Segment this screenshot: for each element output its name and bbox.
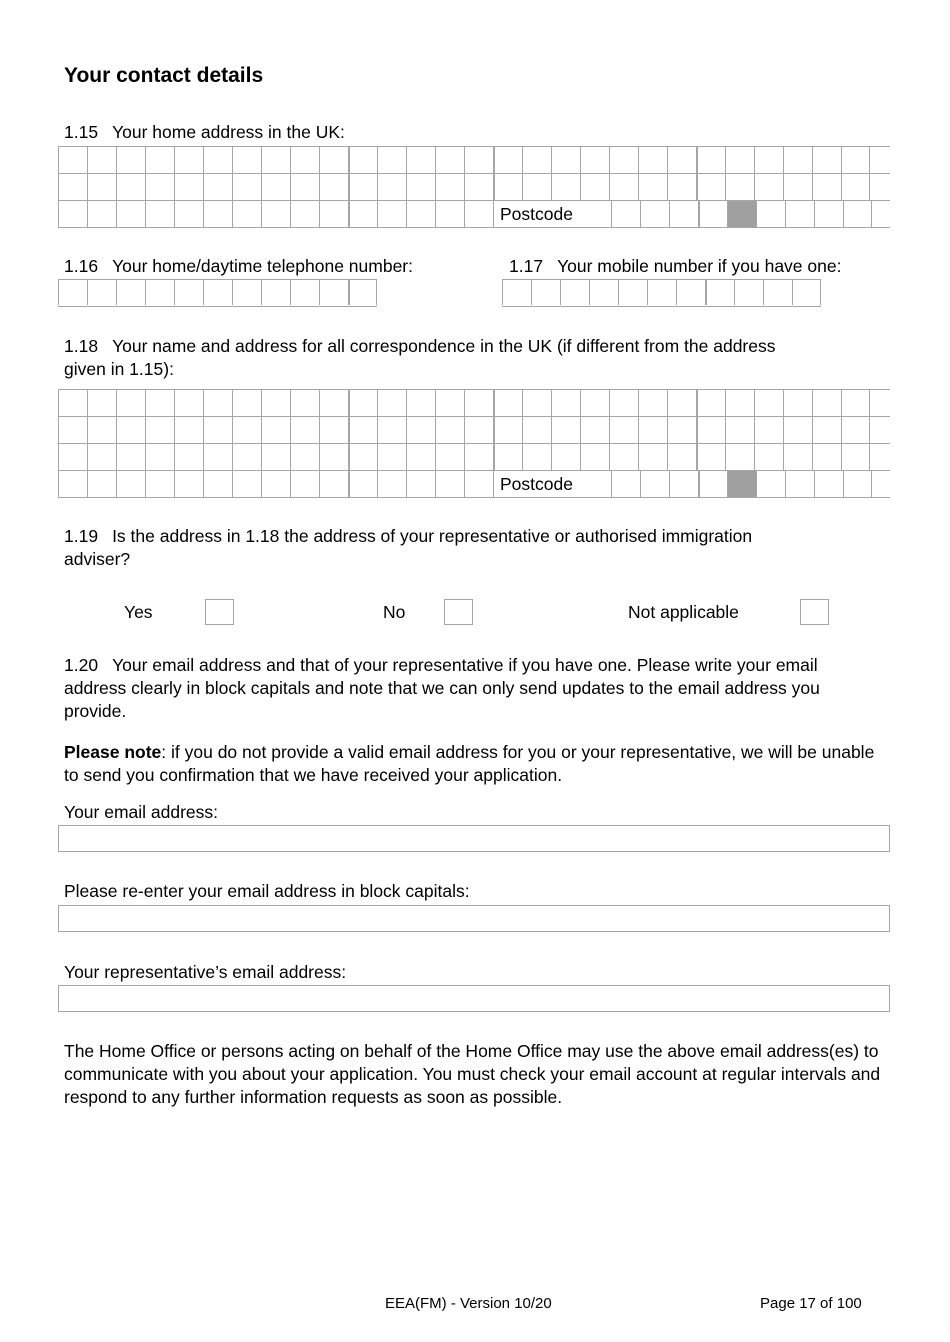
grid-cell[interactable] bbox=[785, 471, 814, 497]
grid-cell[interactable] bbox=[696, 174, 725, 200]
grid-cell[interactable] bbox=[792, 280, 821, 305]
please-note bbox=[64, 741, 879, 787]
grid-cell[interactable] bbox=[754, 174, 783, 200]
grid-cell[interactable] bbox=[87, 147, 116, 173]
grid-row bbox=[58, 389, 890, 416]
grid-cell[interactable] bbox=[261, 390, 290, 416]
grid-cell[interactable] bbox=[669, 201, 698, 227]
disclaimer: The Home Office or persons acting on behalf of the Home Office may use the above email address(es) to communicate with you about your application. You must check your email account at regular intervals and respond to any further information requests as soon as possible. bbox=[64, 1041, 881, 1107]
grid-cell[interactable] bbox=[580, 417, 609, 443]
grid-cell[interactable] bbox=[551, 444, 580, 470]
footer-page-number: Page 17 of 100 bbox=[760, 1295, 862, 1312]
grid-cell[interactable] bbox=[145, 444, 174, 470]
grid-cell[interactable] bbox=[464, 147, 493, 173]
grid-cell[interactable] bbox=[696, 444, 725, 470]
grid-cell[interactable] bbox=[261, 201, 290, 227]
grid-cell[interactable] bbox=[698, 471, 727, 497]
grid-cell[interactable] bbox=[676, 280, 705, 305]
grid-cell[interactable] bbox=[203, 174, 232, 200]
grid-cell[interactable] bbox=[843, 201, 872, 227]
option-no-checkbox[interactable] bbox=[444, 599, 473, 625]
grid-cell[interactable] bbox=[116, 201, 145, 227]
grid-cell[interactable] bbox=[696, 417, 725, 443]
telephone-number-grid[interactable] bbox=[58, 279, 377, 307]
grid-cell[interactable] bbox=[232, 417, 261, 443]
footer-form-version: EEA(FM) - Version 10/20 bbox=[385, 1295, 552, 1312]
grid-cell[interactable] bbox=[377, 174, 406, 200]
grid-cell[interactable] bbox=[58, 147, 87, 173]
grid-cell[interactable] bbox=[667, 390, 696, 416]
grid-cell[interactable] bbox=[609, 147, 638, 173]
q119-text-line1: Is the address in 1.18 the address of your representative or authorised immigration bbox=[112, 526, 753, 546]
grid-cell[interactable] bbox=[290, 280, 319, 305]
grid-cell[interactable] bbox=[669, 471, 698, 497]
grid-cell[interactable] bbox=[290, 471, 319, 497]
q118-number: 1.18 bbox=[64, 336, 99, 356]
correspondence-address-grid[interactable] bbox=[58, 389, 890, 498]
grid-cell[interactable] bbox=[611, 201, 640, 227]
grid-cell[interactable] bbox=[145, 417, 174, 443]
grid-cell[interactable] bbox=[493, 417, 522, 443]
grid-cell[interactable] bbox=[145, 201, 174, 227]
grid-cell[interactable] bbox=[618, 280, 647, 305]
q120-text: Your email address and that of your representative if you have one. Please write your email address clearly in block capitals and note that we can only send updates to the email address you provide. bbox=[64, 655, 820, 721]
q116-text: Your home/daytime telephone number: bbox=[112, 256, 413, 276]
grid-cell[interactable] bbox=[638, 390, 667, 416]
q118-text-line1: Your name and address for all correspondence in the UK (if different from the address bbox=[112, 336, 776, 356]
grid-cell[interactable] bbox=[87, 444, 116, 470]
grid-cell[interactable] bbox=[580, 390, 609, 416]
q117-label bbox=[509, 255, 841, 278]
grid-cell[interactable] bbox=[174, 174, 203, 200]
grid-cell[interactable] bbox=[560, 280, 589, 305]
grid-cell[interactable] bbox=[232, 201, 261, 227]
grid-cell[interactable] bbox=[116, 280, 145, 305]
grid-cell[interactable] bbox=[261, 417, 290, 443]
grid-cell[interactable] bbox=[841, 444, 870, 470]
grid-cell[interactable] bbox=[785, 201, 814, 227]
grid-cell[interactable] bbox=[174, 390, 203, 416]
grid-cell[interactable] bbox=[812, 444, 841, 470]
grid-cell[interactable] bbox=[348, 444, 377, 470]
grid-cell[interactable] bbox=[814, 201, 843, 227]
postcode-label: Postcode bbox=[493, 471, 611, 497]
grid-cell[interactable] bbox=[812, 390, 841, 416]
grid-cell[interactable] bbox=[783, 444, 812, 470]
grid-cell[interactable] bbox=[754, 444, 783, 470]
grid-cell[interactable] bbox=[783, 417, 812, 443]
grid-cell[interactable] bbox=[348, 147, 377, 173]
grid-cell[interactable] bbox=[783, 147, 812, 173]
grid-cell[interactable] bbox=[812, 147, 841, 173]
grid-cell[interactable] bbox=[87, 390, 116, 416]
grid-cell[interactable] bbox=[609, 417, 638, 443]
grid-cell[interactable] bbox=[290, 201, 319, 227]
grid-cell[interactable] bbox=[609, 444, 638, 470]
grid-cell[interactable] bbox=[232, 147, 261, 173]
grid-cell[interactable] bbox=[696, 390, 725, 416]
q119-number: 1.19 bbox=[64, 526, 99, 546]
grid-cell[interactable] bbox=[754, 147, 783, 173]
grid-cell[interactable] bbox=[116, 147, 145, 173]
q120-number: 1.20 bbox=[64, 655, 99, 675]
grid-cell[interactable] bbox=[406, 201, 435, 227]
grid-cell[interactable] bbox=[232, 390, 261, 416]
grid-cell[interactable] bbox=[319, 471, 348, 497]
rep-email-input[interactable] bbox=[58, 985, 890, 1012]
grid-cell[interactable] bbox=[348, 390, 377, 416]
grid-cell[interactable] bbox=[727, 471, 756, 497]
grid-cell[interactable] bbox=[435, 174, 464, 200]
grid-cell[interactable] bbox=[203, 147, 232, 173]
grid-cell[interactable] bbox=[493, 390, 522, 416]
grid-cell[interactable] bbox=[551, 147, 580, 173]
grid-cell[interactable] bbox=[145, 174, 174, 200]
q115-number: 1.15 bbox=[64, 122, 99, 142]
grid-cell[interactable] bbox=[522, 417, 551, 443]
grid-cell[interactable] bbox=[58, 417, 87, 443]
grid-cell[interactable] bbox=[841, 390, 870, 416]
grid-cell[interactable] bbox=[522, 444, 551, 470]
grid-cell[interactable] bbox=[348, 471, 377, 497]
grid-row bbox=[58, 173, 890, 200]
q116-number: 1.16 bbox=[64, 256, 99, 276]
grid-cell[interactable] bbox=[734, 280, 763, 305]
grid-cell[interactable] bbox=[754, 417, 783, 443]
grid-cell[interactable] bbox=[348, 174, 377, 200]
grid-cell[interactable] bbox=[58, 471, 87, 497]
grid-cell[interactable] bbox=[435, 471, 464, 497]
grid-cell[interactable] bbox=[58, 280, 87, 305]
grid-cell[interactable] bbox=[348, 201, 377, 227]
mobile-number-grid[interactable] bbox=[502, 279, 821, 307]
home-address-grid[interactable] bbox=[58, 146, 890, 228]
grid-cell[interactable] bbox=[174, 417, 203, 443]
q115-text: Your home address in the UK: bbox=[112, 122, 345, 142]
grid-cell[interactable] bbox=[348, 280, 377, 305]
grid-cell[interactable] bbox=[435, 417, 464, 443]
grid-cell[interactable] bbox=[493, 444, 522, 470]
grid-cell[interactable] bbox=[319, 444, 348, 470]
grid-cell[interactable] bbox=[87, 201, 116, 227]
grid-cell[interactable] bbox=[87, 471, 116, 497]
grid-cell[interactable] bbox=[377, 417, 406, 443]
postcode-label: Postcode bbox=[493, 201, 611, 227]
q115-label bbox=[64, 121, 345, 144]
grid-cell[interactable] bbox=[87, 417, 116, 443]
grid-cell[interactable] bbox=[756, 471, 785, 497]
grid-cell[interactable] bbox=[638, 444, 667, 470]
grid-row bbox=[58, 470, 890, 498]
grid-cell[interactable] bbox=[406, 417, 435, 443]
grid-cell[interactable] bbox=[551, 390, 580, 416]
grid-cell[interactable] bbox=[725, 147, 754, 173]
q119-label bbox=[64, 525, 894, 571]
q120-label bbox=[64, 654, 879, 723]
grid-row bbox=[58, 443, 890, 470]
q117-number: 1.17 bbox=[509, 256, 544, 276]
grid-cell[interactable] bbox=[145, 471, 174, 497]
option-yes-checkbox[interactable] bbox=[205, 599, 234, 625]
grid-cell[interactable] bbox=[406, 147, 435, 173]
grid-cell[interactable] bbox=[551, 417, 580, 443]
grid-cell[interactable] bbox=[580, 444, 609, 470]
grid-cell[interactable] bbox=[725, 174, 754, 200]
grid-cell[interactable] bbox=[232, 471, 261, 497]
grid-cell[interactable] bbox=[406, 174, 435, 200]
grid-cell[interactable] bbox=[647, 280, 676, 305]
grid-cell[interactable] bbox=[763, 280, 792, 305]
please-note-text: : if you do not provide a valid email address for you or your representative, we will be unable to send you confirmation that we have received your application. bbox=[64, 742, 875, 785]
grid-cell[interactable] bbox=[116, 471, 145, 497]
grid-cell[interactable] bbox=[203, 201, 232, 227]
grid-cell[interactable] bbox=[522, 147, 551, 173]
email-reenter-input[interactable] bbox=[58, 905, 890, 932]
grid-cell[interactable] bbox=[377, 147, 406, 173]
grid-cell[interactable] bbox=[435, 147, 464, 173]
grid-cell[interactable] bbox=[319, 390, 348, 416]
grid-cell[interactable] bbox=[203, 280, 232, 305]
grid-cell[interactable] bbox=[406, 444, 435, 470]
grid-cell[interactable] bbox=[464, 390, 493, 416]
grid-cell[interactable] bbox=[232, 444, 261, 470]
grid-row bbox=[58, 146, 890, 173]
email-input[interactable] bbox=[58, 825, 890, 852]
grid-cell[interactable] bbox=[406, 471, 435, 497]
grid-cell[interactable] bbox=[174, 444, 203, 470]
grid-cell[interactable] bbox=[58, 444, 87, 470]
section-title: Your contact details bbox=[64, 64, 264, 87]
grid-cell[interactable] bbox=[756, 201, 785, 227]
grid-cell[interactable] bbox=[698, 201, 727, 227]
grid-cell[interactable] bbox=[640, 471, 669, 497]
grid-cell[interactable] bbox=[319, 201, 348, 227]
grid-cell[interactable] bbox=[843, 471, 872, 497]
rep-email-label: Your representative’s email address: bbox=[64, 962, 347, 982]
option-not-applicable-label: Not applicable bbox=[628, 602, 739, 622]
grid-cell[interactable] bbox=[174, 280, 203, 305]
q119-text-line2: adviser? bbox=[64, 549, 131, 569]
grid-cell[interactable] bbox=[493, 147, 522, 173]
grid-row bbox=[58, 200, 890, 228]
grid-cell[interactable] bbox=[87, 174, 116, 200]
grid-cell[interactable] bbox=[464, 417, 493, 443]
grid-cell[interactable] bbox=[667, 174, 696, 200]
q117-text: Your mobile number if you have one: bbox=[557, 256, 842, 276]
grid-cell[interactable] bbox=[319, 147, 348, 173]
grid-cell[interactable] bbox=[145, 280, 174, 305]
grid-cell[interactable] bbox=[116, 174, 145, 200]
grid-cell[interactable] bbox=[406, 390, 435, 416]
grid-cell[interactable] bbox=[812, 417, 841, 443]
grid-cell[interactable] bbox=[232, 280, 261, 305]
grid-cell[interactable] bbox=[464, 471, 493, 497]
grid-cell[interactable] bbox=[319, 417, 348, 443]
grid-cell[interactable] bbox=[58, 390, 87, 416]
grid-cell[interactable] bbox=[319, 280, 348, 305]
grid-cell[interactable] bbox=[203, 471, 232, 497]
option-yes-label: Yes bbox=[124, 602, 153, 622]
grid-cell[interactable] bbox=[705, 280, 734, 305]
grid-cell[interactable] bbox=[551, 174, 580, 200]
grid-cell[interactable] bbox=[696, 147, 725, 173]
grid-cell[interactable] bbox=[116, 444, 145, 470]
grid-cell[interactable] bbox=[493, 174, 522, 200]
grid-cell[interactable] bbox=[203, 390, 232, 416]
grid-cell[interactable] bbox=[638, 147, 667, 173]
grid-cell[interactable] bbox=[725, 390, 754, 416]
grid-cell[interactable] bbox=[667, 417, 696, 443]
grid-cell[interactable] bbox=[580, 147, 609, 173]
grid-cell[interactable] bbox=[261, 280, 290, 305]
option-not-applicable-checkbox[interactable] bbox=[800, 599, 829, 625]
grid-cell[interactable] bbox=[667, 147, 696, 173]
grid-cell[interactable] bbox=[58, 201, 87, 227]
grid-cell[interactable] bbox=[609, 390, 638, 416]
grid-cell[interactable] bbox=[261, 444, 290, 470]
email-reenter-label: Please re-enter your email address in block capitals: bbox=[64, 881, 470, 901]
grid-cell[interactable] bbox=[464, 444, 493, 470]
grid-cell[interactable] bbox=[377, 201, 406, 227]
grid-cell[interactable] bbox=[667, 444, 696, 470]
grid-cell[interactable] bbox=[290, 147, 319, 173]
grid-cell[interactable] bbox=[116, 417, 145, 443]
grid-cell[interactable] bbox=[609, 174, 638, 200]
grid-cell[interactable] bbox=[812, 174, 841, 200]
grid-cell[interactable] bbox=[203, 444, 232, 470]
grid-cell[interactable] bbox=[783, 390, 812, 416]
grid-cell[interactable] bbox=[348, 417, 377, 443]
grid-cell[interactable] bbox=[377, 390, 406, 416]
grid-cell[interactable] bbox=[522, 390, 551, 416]
q118-text-line2: given in 1.15): bbox=[64, 359, 174, 379]
grid-cell[interactable] bbox=[116, 390, 145, 416]
grid-row bbox=[58, 416, 890, 443]
grid-cell[interactable] bbox=[377, 444, 406, 470]
grid-cell[interactable] bbox=[261, 147, 290, 173]
grid-cell[interactable] bbox=[464, 174, 493, 200]
grid-cell[interactable] bbox=[589, 280, 618, 305]
grid-cell[interactable] bbox=[464, 201, 493, 227]
grid-cell[interactable] bbox=[580, 174, 609, 200]
grid-cell[interactable] bbox=[725, 444, 754, 470]
grid-cell[interactable] bbox=[522, 174, 551, 200]
grid-cell[interactable] bbox=[841, 174, 870, 200]
grid-cell[interactable] bbox=[87, 280, 116, 305]
grid-cell[interactable] bbox=[174, 147, 203, 173]
grid-cell[interactable] bbox=[58, 174, 87, 200]
grid-cell[interactable] bbox=[261, 471, 290, 497]
grid-cell[interactable] bbox=[435, 201, 464, 227]
grid-cell[interactable] bbox=[290, 444, 319, 470]
grid-cell[interactable] bbox=[814, 471, 843, 497]
q116-label bbox=[64, 255, 413, 278]
grid-cell[interactable] bbox=[435, 444, 464, 470]
grid-cell[interactable] bbox=[377, 471, 406, 497]
grid-cell[interactable] bbox=[640, 201, 669, 227]
grid-cell[interactable] bbox=[435, 390, 464, 416]
grid-cell[interactable] bbox=[841, 147, 870, 173]
option-no-label: No bbox=[383, 602, 406, 622]
grid-cell[interactable] bbox=[232, 174, 261, 200]
grid-cell[interactable] bbox=[531, 280, 560, 305]
grid-cell[interactable] bbox=[203, 417, 232, 443]
grid-cell[interactable] bbox=[611, 471, 640, 497]
grid-cell[interactable] bbox=[290, 390, 319, 416]
grid-cell[interactable] bbox=[290, 174, 319, 200]
email-label: Your email address: bbox=[64, 802, 219, 822]
grid-cell[interactable] bbox=[174, 201, 203, 227]
grid-cell[interactable] bbox=[261, 174, 290, 200]
please-note-bold: Please note bbox=[64, 742, 162, 762]
grid-cell[interactable] bbox=[145, 390, 174, 416]
grid-cell[interactable] bbox=[638, 174, 667, 200]
grid-cell[interactable] bbox=[783, 174, 812, 200]
grid-cell[interactable] bbox=[727, 201, 756, 227]
grid-cell[interactable] bbox=[638, 417, 667, 443]
grid-cell[interactable] bbox=[502, 280, 531, 305]
grid-cell[interactable] bbox=[174, 471, 203, 497]
q118-label bbox=[64, 335, 894, 381]
grid-cell[interactable] bbox=[841, 417, 870, 443]
grid-cell[interactable] bbox=[145, 147, 174, 173]
grid-cell[interactable] bbox=[725, 417, 754, 443]
grid-cell[interactable] bbox=[290, 417, 319, 443]
grid-cell[interactable] bbox=[754, 390, 783, 416]
grid-cell[interactable] bbox=[319, 174, 348, 200]
